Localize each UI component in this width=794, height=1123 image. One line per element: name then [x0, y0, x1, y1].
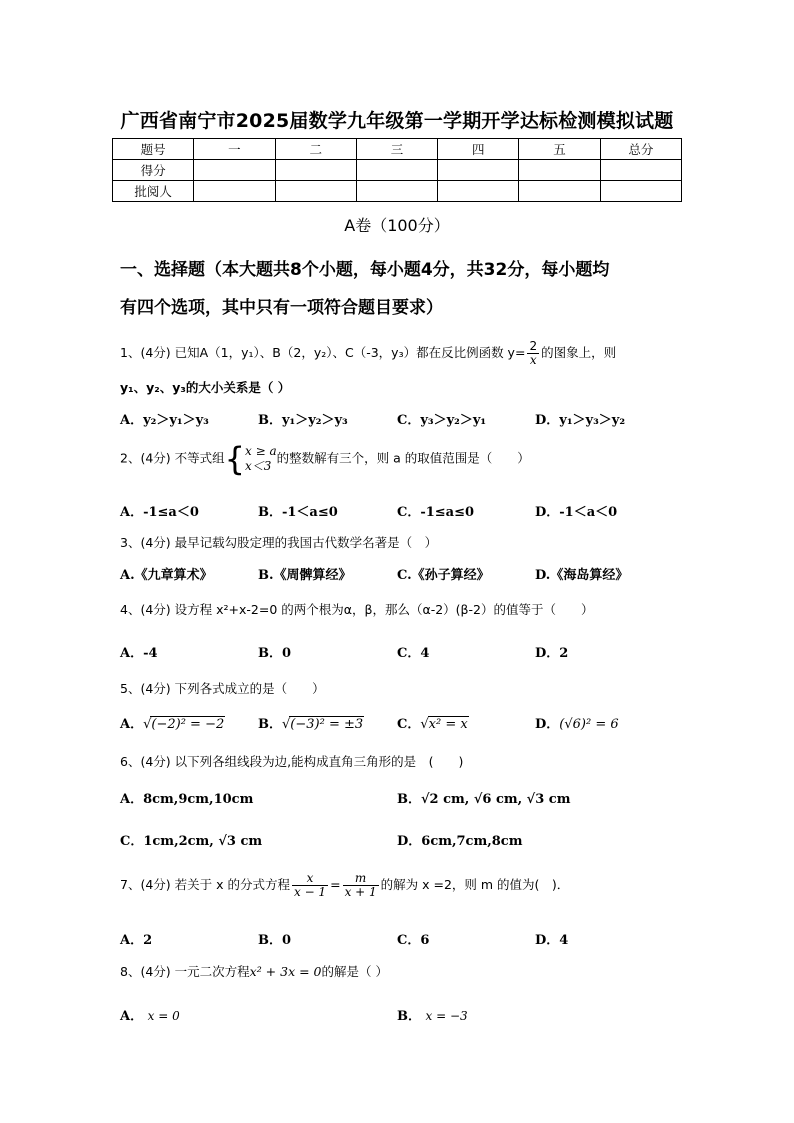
option-c: C．y₃＞y₂＞y₁ — [397, 413, 487, 428]
option-a: A．√(−2)² = −2 — [120, 717, 225, 732]
question-7: 7、(4分) 若关于 x 的分式方程 $\frac{x}{x - 1}$ = $\frac{m}{x + 1}$ 的解为 x =2，则 m 的值为( )． — [120, 871, 570, 899]
option-c: C．4 — [397, 646, 430, 661]
table-cell — [519, 181, 600, 202]
option-a: A． x = 0 — [120, 1009, 180, 1024]
option-b: B.《周髀算经》 — [258, 568, 352, 583]
table-cell — [356, 181, 437, 202]
table-cell — [194, 181, 275, 202]
option-a: A．-1≤a＜0 — [120, 505, 199, 520]
option-a-formula: x = 0 — [147, 1009, 180, 1023]
question-1-text-end: 的图象上，则 — [541, 345, 617, 360]
inequality-system: x ≥ a x＜3 — [245, 444, 277, 473]
option-d: D．4 — [535, 933, 569, 948]
option-b: B．-1＜a≤0 — [258, 505, 338, 520]
option-c: C．-1≤a≤0 — [397, 505, 475, 520]
option-b: B．y₁＞y₂＞y₃ — [258, 413, 348, 428]
table-cell: 三 — [356, 139, 437, 160]
table-cell: 题号 — [113, 139, 194, 160]
fraction: $\frac{x}{x - 1}$ — [293, 871, 327, 899]
option-d: D．-1＜a＜0 — [535, 505, 618, 520]
option-c: C．6 — [397, 933, 430, 948]
option-b: B．√2 cm, √6 cm, √3 cm — [397, 792, 571, 807]
question-8-text-end: 的解是（ ） — [321, 964, 388, 979]
option-b: B．0 — [258, 646, 292, 661]
option-d: D.《海岛算经》 — [535, 568, 629, 583]
table-cell — [519, 160, 600, 181]
option-d: D．(√6)² = 6 — [535, 717, 619, 732]
table-cell: 得分 — [113, 160, 194, 181]
question-2 — [120, 440, 530, 478]
option-b: B．0 — [258, 933, 292, 948]
part-heading-line1: 一、选择题（本大题共8个小题，每小题4分，共32分，每小题均 — [120, 260, 610, 280]
table-cell — [275, 160, 356, 181]
option-a: A.《九章算术》 — [120, 568, 213, 583]
option-c: C．√x² = x — [397, 717, 468, 732]
exam-title: 广西省南宁市2025届数学九年级第一学期开学达标检测模拟试题 — [120, 110, 674, 132]
score-table — [112, 138, 682, 202]
table-cell: 二 — [275, 139, 356, 160]
fraction: $\frac{m}{x + 1}$ — [344, 871, 377, 899]
question-7-text: 7、(4分) 若关于 x 的分式方程 — [120, 877, 290, 892]
option-b: B．√(−3)² = ±3 — [258, 717, 364, 732]
brace-symbol: { — [224, 440, 245, 478]
table-cell: 总分 — [600, 139, 681, 160]
table-cell: 一 — [194, 139, 275, 160]
section-a-heading: A卷（100分） — [344, 216, 450, 235]
question-8-text: 8、(4分) 一元二次方程 — [120, 964, 250, 979]
question-6: 6、(4分) 以下列各组线段为边,能构成直角三角形的是 ( ) — [120, 754, 464, 769]
equation: x² + 3x = 0 — [249, 964, 322, 979]
question-1 — [120, 340, 616, 367]
option-a: A．y₂＞y₁＞y₃ — [120, 413, 209, 428]
option-d: D．6cm,7cm,8cm — [397, 834, 523, 849]
score-table-header — [113, 139, 682, 160]
question-8 — [120, 962, 388, 980]
option-b-formula: √(−3)² = ±3 — [282, 717, 364, 732]
score-row — [113, 160, 682, 181]
fraction: $\frac{2}{x}$ — [529, 339, 538, 367]
option-a: A．2 — [120, 933, 153, 948]
question-1-line2: y₁、y₂、y₃的大小关系是（ ） — [120, 380, 291, 395]
grader-row — [113, 181, 682, 202]
table-cell — [438, 160, 519, 181]
question-5: 5、(4分) 下列各式成立的是（ ） — [120, 681, 325, 696]
question-7-text-end: 的解为 x =2，则 m 的值为( )． — [380, 877, 570, 892]
question-2-text: 2、(4分) 不等式组 — [120, 450, 225, 466]
table-cell — [438, 181, 519, 202]
option-a-formula: √(−2)² = −2 — [143, 717, 225, 732]
option-d-formula: (√6)² = 6 — [559, 717, 619, 732]
part-heading-line2: 有四个选项，其中只有一项符合题目要求） — [120, 298, 443, 318]
option-c-formula: √x² = x — [420, 717, 468, 732]
table-cell: 批阅人 — [113, 181, 194, 202]
option-a: A．8cm,9cm,10cm — [120, 792, 254, 807]
table-cell — [356, 160, 437, 181]
option-b-formula: x = −3 — [425, 1009, 468, 1023]
option-d: D．y₁＞y₃＞y₂ — [535, 413, 626, 428]
question-2-text-end: 的整数解有三个，则 a 的取值范围是（ ） — [276, 450, 530, 466]
option-a: A．-4 — [120, 646, 158, 661]
table-cell: 四 — [438, 139, 519, 160]
option-d: D．2 — [535, 646, 569, 661]
option-c: C．1cm,2cm, √3 cm — [120, 834, 263, 849]
table-cell — [600, 160, 681, 181]
question-4: 4、(4分) 设方程 x²+x-2=0 的两个根为α，β，那么（α-2）(β-2）的值等于（ ） — [120, 602, 594, 617]
question-3: 3、(4分) 最早记载勾股定理的我国古代数学名著是（ ） — [120, 535, 438, 550]
option-c: C.《孙子算经》 — [397, 568, 490, 583]
question-1-text: 1、(4分) 已知A（1，y₁）、B（2，y₂）、C（-3，y₃）都在反比例函数 y= — [120, 345, 526, 360]
table-cell — [194, 160, 275, 181]
table-cell — [275, 181, 356, 202]
option-b: B． x = −3 — [397, 1009, 468, 1024]
table-cell: 五 — [519, 139, 600, 160]
table-cell — [600, 181, 681, 202]
